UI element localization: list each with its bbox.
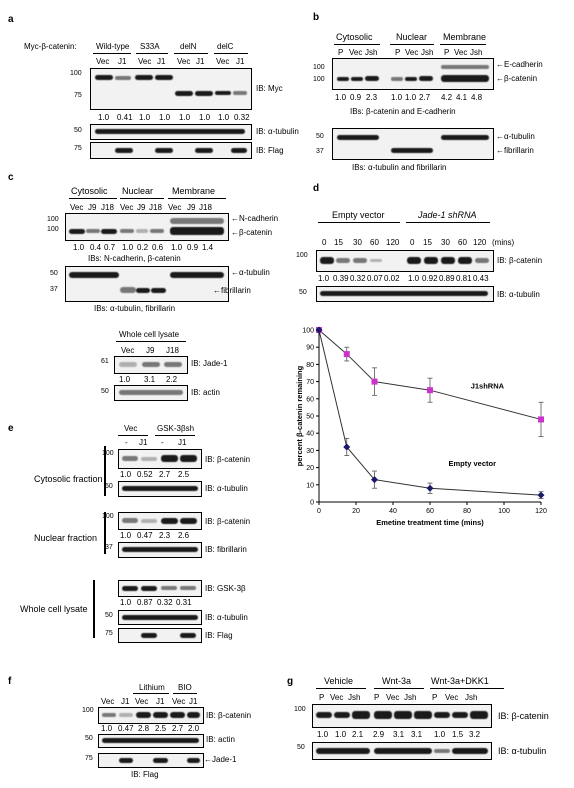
blot-bcat-ecad [332,58,494,90]
value: 2.3 [366,93,378,102]
x-tick-label: 100 [498,508,510,515]
blot-actin [98,734,204,748]
value: 2.1 [352,730,364,739]
value: 0.9 [187,243,199,252]
group-label: Membrane [172,186,216,196]
value: 0.47 [137,531,153,540]
lane-label: J18 [166,346,179,355]
value: 0.07 [367,274,383,283]
blot-ncad-bcat [65,213,229,241]
lane-label: J1 [189,697,198,706]
ib-label: IB: α-tubulin [205,613,248,622]
lane-label: Jsh [404,693,417,702]
value: 2.7 [159,470,171,479]
value: 1.0 [434,730,446,739]
panel-letter: a [8,14,14,25]
blot-gsk [118,580,202,597]
mw-marker: 50 [101,388,109,395]
lane-label: J18 [199,203,212,212]
group-label: S33A [140,42,160,51]
lane-label: J1 [196,57,205,66]
mw-marker: 100 [102,513,114,520]
value: 1.0 [318,274,330,283]
blot-tubulin [316,286,494,302]
value: 1.0 [391,93,403,102]
lane-label: Vec [96,57,110,66]
lane-label: Vec [101,697,115,706]
panel-letter: e [8,423,14,434]
lane-label: P [395,48,401,57]
blot-actin [114,385,188,401]
caption: IBs: N-cadherin, β-catenin [88,254,181,263]
mw-marker: 37 [50,286,58,293]
blot-bcat-cyto [118,449,202,469]
value: 1.0 [159,113,171,122]
mw-marker: 37 [105,544,113,551]
time-unit: (mins) [492,238,515,247]
y-tick-label: 60 [306,396,314,404]
mw-marker: 50 [297,744,305,751]
ib-label: IB: β-catenin [205,455,251,464]
ib-label: IB: Flag [131,770,159,779]
band-label: ← E-cadherin [496,60,543,69]
value: 1.0 [335,93,347,102]
series-label: Empty vector [448,458,497,468]
mw-marker: 100 [47,216,59,223]
series-line [319,330,541,419]
blot-tubulin [90,124,252,140]
y-tick-label: 100 [302,327,314,335]
lane-label: Vec [386,693,400,702]
ib-label: IB: actin [206,735,235,744]
band-label: ← α-tubulin [231,268,270,277]
lane-label: J1 [178,438,187,447]
lane-label: J9 [146,346,155,355]
caption: IBs: β-catenin and E-cadherin [350,107,456,116]
lane-label: Vec [135,697,149,706]
band-label: ← N-cadherin [231,214,278,223]
data-point [372,379,378,385]
caption: IBs: α-tubulin, fibrillarin [94,304,176,313]
mw-marker: 50 [105,612,113,619]
mw-marker: 100 [82,707,94,714]
group-label: BIO [178,683,192,692]
value: 1.0 [73,243,85,252]
mw-marker: 100 [313,64,325,71]
value: 1.0 [98,113,110,122]
value: 2.5 [155,724,167,733]
x-tick-label: 60 [426,508,434,515]
lane-label: Jsh [365,48,378,57]
value: 2.2 [166,375,178,384]
lane-label: Vec [216,57,230,66]
blot-tubulin [312,742,492,760]
value: 0.2 [137,243,149,252]
lane-label: Jsh [465,693,478,702]
group-label: Vec [124,424,138,433]
mw-marker: 100 [313,76,325,83]
lane-label: Vec [120,203,134,212]
wcl-title: Whole cell lysate [119,330,180,339]
value: 3.1 [144,375,156,384]
value: 0.31 [176,598,192,607]
blot-flag [118,628,202,643]
panel-letter: c [8,172,14,183]
value: 1.0 [101,724,113,733]
value: 0.9 [350,93,362,102]
value: 1.0 [317,730,329,739]
y-tick-label: 0 [310,499,314,507]
mw-marker: 37 [316,148,324,155]
ib-label: IB: Flag [256,146,284,155]
mw-marker: 50 [85,735,93,742]
value: 1.0 [120,470,132,479]
value: 2.7 [172,724,184,733]
y-tick-label: 50 [306,413,314,421]
mw-marker: 100 [70,70,82,77]
data-point [538,492,545,499]
value: 0.7 [104,243,116,252]
y-tick-label: 90 [306,344,314,352]
value: 0.02 [384,274,400,283]
value: 1.0 [120,531,132,540]
lane-label: Vec [168,203,182,212]
panel-letter: d [313,183,320,194]
mw-marker: 100 [47,226,59,233]
lane-label: J9 [88,203,97,212]
value: 0.6 [152,243,164,252]
value: 1.0 [122,243,134,252]
panel-letter: g [287,676,294,687]
value: 0.39 [333,274,349,283]
ib-label: IB: GSK-3β [205,584,246,593]
band-label: ← Jade-1 [204,755,236,764]
group-label: Wnt-3a+DKK1 [431,676,489,686]
ib-label: IB: β-catenin [206,711,252,720]
band-label: ← fibrillarin [213,286,251,295]
ib-label: IB: α-tubulin [497,290,540,299]
data-point [344,351,350,357]
blot-tubulin-cyto [118,481,202,497]
value: 0.41 [117,113,133,122]
ib-label: IB: Flag [205,631,233,640]
mw-marker: 50 [299,289,307,296]
lane-label: J1 [118,57,127,66]
blot-tub-fib [332,128,494,160]
value: 1.0 [139,113,151,122]
time-label: 0 [410,238,415,247]
value: 0.4 [90,243,102,252]
time-label: 120 [386,238,400,247]
lane-label: Vec [454,48,468,57]
value: 0.32 [234,113,250,122]
mw-marker: 50 [316,133,324,140]
panel-letter: f [8,676,12,687]
lane-label: P [374,693,380,702]
blot-bcat-nuc [118,512,202,530]
data-point [427,485,434,492]
band-label: ← β-catenin [496,74,537,83]
y-tick-label: 40 [306,430,314,438]
value: 2.9 [373,730,385,739]
mw-marker: 50 [105,483,113,490]
value: 1.5 [452,730,464,739]
ib-label: IB: β-catenin [498,711,549,721]
value: 1.0 [119,375,131,384]
value: 1.0 [171,243,183,252]
group-label: Empty vector [332,210,385,220]
value: 4.8 [471,93,483,102]
value: 4.2 [441,93,453,102]
lane-label: Vec [349,48,363,57]
ib-label: IB: Myc [256,84,283,93]
time-label: 60 [370,238,379,247]
mw-marker: 75 [74,145,82,152]
lane-label: - [125,438,128,447]
group-label: Jade-1 shRNA [418,210,477,220]
blot-jade [114,356,188,374]
fraction-label: Cytosolic fraction [34,474,103,484]
series-label: J1shRNA [470,381,505,391]
lane-label: Vec [405,48,419,57]
group-label: Wild-type [96,42,130,51]
value: 1.0 [179,113,191,122]
lane-label: P [444,48,450,57]
ib-label: IB: fibrillarin [205,545,247,554]
mw-marker: 50 [50,270,58,277]
lane-label: J1 [139,438,148,447]
ib-label: IB: β-catenin [497,256,543,265]
value: 0.87 [137,598,153,607]
mw-marker: 100 [102,450,114,457]
mw-marker: 50 [74,127,82,134]
value: 3.1 [393,730,405,739]
time-label: 15 [423,238,432,247]
lane-label: Jsh [348,693,361,702]
group-label: Cytosolic [336,32,373,42]
lane-label: - [161,438,164,447]
mw-marker: 61 [101,358,109,365]
value: 1.0 [199,113,211,122]
value: 0.52 [137,470,153,479]
ib-label: IB: β-catenin [205,517,251,526]
mw-marker: 100 [294,706,306,713]
x-axis-label: Emetine treatment time (mins) [376,518,484,527]
lane-label: J1 [236,57,245,66]
value: 2.3 [159,531,171,540]
value: 2.5 [178,470,190,479]
mw-marker: 75 [74,92,82,99]
value: 1.0 [218,113,230,122]
value: 1.0 [408,274,420,283]
group-label: Membrane [443,32,487,42]
decay-chart [295,322,555,527]
mw-marker: 100 [296,252,308,259]
lane-label: J9 [187,203,196,212]
time-label: 120 [473,238,487,247]
mw-marker: 75 [105,630,113,637]
x-tick-label: 120 [535,508,547,515]
value: 0.32 [157,598,173,607]
band-label: ← β-catenin [231,228,272,237]
mw-marker: 75 [85,755,93,762]
group-label: Wnt-3a [382,676,412,686]
lane-label: Jsh [470,48,483,57]
lane-label: Vec [121,346,135,355]
construct-label: Myc-β-catenin: [24,42,77,51]
panel-letter: b [313,12,320,23]
blot-flag [90,142,252,159]
blot-myc [90,68,252,110]
group-label: delC [217,42,234,51]
ib-label: IB: actin [191,388,220,397]
value: 1.4 [202,243,214,252]
ib-label: IB: α-tubulin [498,746,547,756]
value: 0.43 [473,274,489,283]
value: 0.32 [350,274,366,283]
y-axis-label: percent β-catenin remaining [295,365,304,467]
lane-label: J1 [157,57,166,66]
x-tick-label: 0 [317,508,321,515]
x-tick-label: 80 [463,508,471,515]
group-label: Lithium [139,683,165,692]
lane-label: Jsh [421,48,434,57]
caption: IBs: α-tubulin and fibrillarin [352,163,447,172]
lane-label: Vec [445,693,459,702]
value: 2.0 [188,724,200,733]
ib-label: IB: α-tubulin [256,127,299,136]
value: 1.0 [120,598,132,607]
y-tick-label: 80 [306,361,314,369]
group-label: Nuclear [396,32,428,42]
fraction-label: Whole cell lysate [20,604,88,614]
value: 2.6 [178,531,190,540]
time-label: 30 [441,238,450,247]
group-label: delN [180,42,197,51]
blot-flag [98,753,204,768]
value: 1.0 [405,93,417,102]
lane-label: J1 [156,697,165,706]
value: 4.1 [456,93,468,102]
value: 2.8 [138,724,150,733]
group-label: Cytosolic [71,186,108,196]
value: 2.7 [419,93,431,102]
blot-tub-fib [65,266,229,302]
lane-label: J18 [149,203,162,212]
blot-bcat [312,704,492,728]
value: 0.47 [118,724,134,733]
lane-label: Vec [172,697,186,706]
value: 3.1 [411,730,423,739]
y-tick-label: 30 [306,447,314,455]
lane-label: J9 [137,203,146,212]
blot-tubulin-wcl [118,610,202,625]
lane-label: Vec [330,693,344,702]
y-tick-label: 10 [306,482,314,490]
lane-label: Vec [70,203,84,212]
time-label: 30 [353,238,362,247]
ib-label: IB: Jade-1 [191,359,228,368]
group-label: Vehicle [324,676,354,686]
time-label: 60 [458,238,467,247]
y-tick-label: 70 [306,379,314,387]
value: 1.0 [335,730,347,739]
lane-label: Vec [138,57,152,66]
lane-label: P [338,48,344,57]
fraction-label: Nuclear fraction [34,533,98,543]
ib-label: IB: α-tubulin [205,484,248,493]
x-tick-label: 20 [352,508,360,515]
band-label: ← α-tubulin [496,132,535,141]
lane-label: P [432,693,438,702]
value: 0.89 [439,274,455,283]
value: 3.2 [469,730,481,739]
x-tick-label: 40 [389,508,397,515]
group-label: Nuclear [122,186,154,196]
band-label: ← fibrillarin [496,146,534,155]
lane-label: J18 [101,203,114,212]
group-label: GSK-3βsh [157,424,195,433]
lane-label: J1 [121,697,130,706]
data-point [538,416,544,422]
value: 0.81 [456,274,472,283]
blot-bcat [316,250,494,272]
lane-label: P [319,693,325,702]
blot-bcat [98,707,204,724]
blot-fibrillarin [118,542,202,558]
y-tick-label: 20 [306,465,314,473]
series-line [319,330,541,495]
time-label: 0 [322,238,327,247]
time-label: 15 [334,238,343,247]
value: 0.92 [422,274,438,283]
data-point [427,387,433,393]
lane-label: Vec [177,57,191,66]
